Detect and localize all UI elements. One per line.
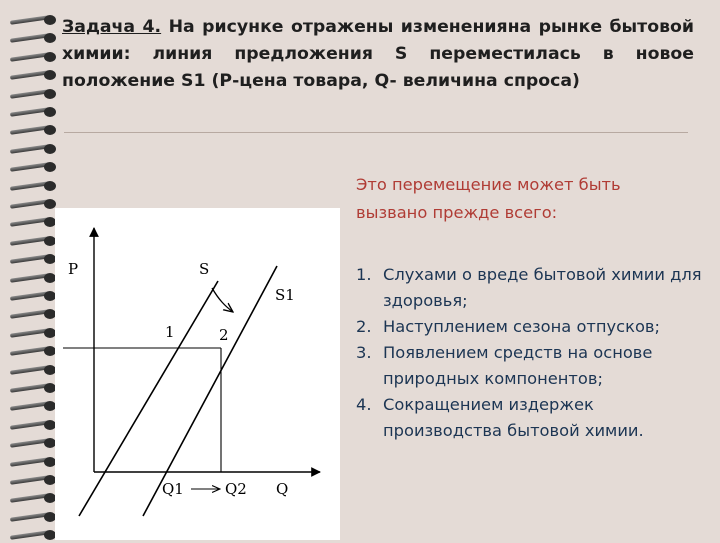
answer-option-2 [356, 314, 706, 340]
option-text: Сокращением издержек производства бытовой химии. [383, 395, 644, 440]
supply-shift-graph [55, 208, 340, 540]
spiral-ring [6, 106, 56, 120]
spiral-ring [6, 511, 56, 525]
p-axis-label: P [68, 260, 79, 278]
spiral-ring [6, 272, 56, 286]
supply-line-s1 [143, 266, 277, 516]
spiral-ring [6, 161, 56, 175]
s-label: S [199, 260, 210, 278]
answer-options [356, 262, 706, 444]
spiral-ring [6, 364, 56, 378]
point-1-label: 1 [165, 323, 175, 341]
task-title [62, 14, 694, 95]
spiral-ring [6, 492, 56, 506]
spiral-ring [6, 456, 56, 470]
option-text: Наступлением сезона отпусков; [383, 317, 660, 336]
spiral-ring [6, 290, 56, 304]
spiral-ring [6, 124, 56, 138]
q2-label: Q2 [225, 480, 247, 498]
spiral-ring [6, 419, 56, 433]
supply-line-s [79, 281, 218, 516]
spiral-ring [6, 180, 56, 194]
option-number: 2. [356, 317, 372, 336]
point-2-label: 2 [219, 326, 229, 344]
spiral-ring [6, 143, 56, 157]
spiral-ring [6, 327, 56, 341]
spiral-ring [6, 69, 56, 83]
graph-svg [55, 208, 340, 540]
task-label: Задача 4. [62, 17, 162, 37]
q1-label: Q1 [162, 480, 184, 498]
shift-arrow [212, 288, 233, 312]
option-number: 4. [356, 395, 372, 414]
q-axis-label: Q [276, 480, 289, 498]
task-text: На рисунке отражены измененияна рынке бытовой химии: линия предложения S переместилась в новое положение S1 (Р-цена товара, Q- величина спроса) [62, 17, 694, 91]
option-number: 3. [356, 343, 372, 362]
spiral-ring [6, 253, 56, 267]
answer-option-3 [356, 340, 706, 392]
divider-line [64, 132, 688, 133]
answer-option-1 [356, 262, 706, 314]
spiral-ring [6, 88, 56, 102]
spiral-ring [6, 235, 56, 249]
spiral-ring [6, 198, 56, 212]
spiral-ring [6, 382, 56, 396]
spiral-ring [6, 529, 56, 543]
spiral-ring [6, 345, 56, 359]
option-number: 1. [356, 265, 372, 284]
spiral-ring [6, 51, 56, 65]
spiral-ring [6, 14, 56, 28]
spiral-ring [6, 474, 56, 488]
option-text: Слухами о вреде бытовой химии для здоровья; [383, 265, 702, 310]
question-intro: Это перемещение может быть вызвано прежде всего: [356, 175, 621, 222]
answer-option-4 [356, 392, 706, 444]
spiral-ring [6, 216, 56, 230]
option-text: Появлением средств на основе природных компонентов; [383, 343, 653, 388]
spiral-binding [0, 0, 56, 540]
spiral-ring [6, 308, 56, 322]
spiral-ring [6, 400, 56, 414]
spiral-ring [6, 32, 56, 46]
s1-label: S1 [275, 286, 295, 304]
spiral-ring [6, 437, 56, 451]
